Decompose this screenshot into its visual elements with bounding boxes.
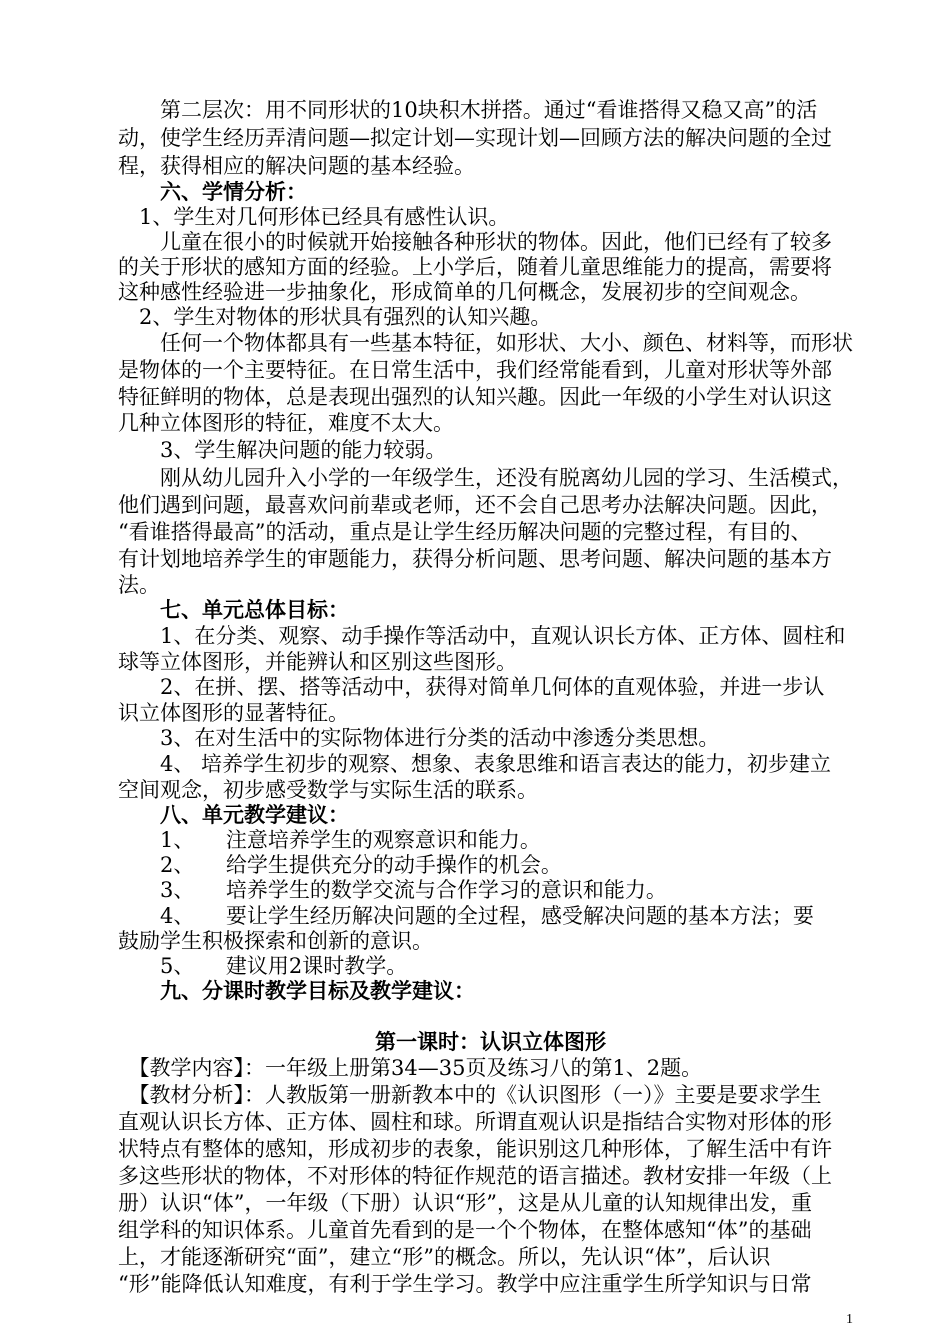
- subheading: 2、学生对物体的形状具有强烈的认知兴趣。: [118, 305, 552, 329]
- text-line: 1、在分类、观察、动手操作等活动中，直观认识长方体、正方体、圆柱和: [118, 624, 846, 648]
- subheading: 3、学生解决问题的能力较弱。: [118, 438, 447, 462]
- text-line: 【教材分析】：人教版第一册新教本中的《认识图形（一）》主要是要求学生: [118, 1083, 822, 1107]
- subheading: 1、学生对几何形体已经具有感性认识。: [118, 205, 510, 229]
- section-heading: 八、单元教学建议：: [118, 802, 349, 827]
- text-line: 册）认识“体”，一年级（下册）认识“形”，这是从儿童的认知规律出发，重: [118, 1191, 812, 1215]
- text-line: 有计划地培养学生的审题能力，获得分析问题、思考问题、解决问题的基本方: [118, 547, 832, 571]
- text-line: 特征鲜明的物体，总是表现出强烈的认知兴趣。因此一年级的小学生对认识这: [118, 385, 832, 409]
- text-line: 第二层次：用不同形状的10块积木拼搭。通过“看谁搭得又稳又高”的活: [118, 98, 818, 122]
- section-heading: 九、分课时教学目标及教学建议：: [118, 978, 475, 1003]
- list-item: 4、 要让学生经历解决问题的全过程，感受解决问题的基本方法；要: [118, 904, 814, 928]
- text-line: 他们遇到问题，最喜欢问前辈或老师，还不会自己思考办法解决问题。因此，: [118, 493, 832, 517]
- text-line: 组学科的知识体系。儿童首先看到的是一个个物体，在整体感知“体”的基础: [118, 1218, 812, 1242]
- text-line: “形”能降低认知难度，有利于学生学习。教学中应注重学生所学知识与日常: [118, 1272, 812, 1296]
- text-line: 空间观念，初步感受数学与实际生活的联系。: [118, 778, 538, 802]
- text-line: 球等立体图形，并能辨认和区别这些图形。: [118, 650, 517, 674]
- text-line: 4、 培养学生初步的观察、想象、表象思维和语言表达的能力，初步建立: [118, 752, 832, 776]
- text-line: 【教学内容】：一年级上册第34—35页及练习八的第1、2题。: [118, 1056, 703, 1080]
- list-item: 2、 给学生提供充分的动手操作的机会。: [118, 853, 562, 877]
- text-line: 动，使学生经历弄清问题—拟定计划—实现计划—回顾方法的解决问题的全过: [118, 126, 832, 150]
- list-item: 3、 培养学生的数学交流与合作学习的意识和能力。: [118, 878, 667, 902]
- page-number: 1: [846, 1312, 853, 1327]
- text-line: 直观认识长方体、正方体、圆柱和球。所谓直观认识是指结合实物对形体的形: [118, 1110, 832, 1134]
- text-line: 儿童在很小的时候就开始接触各种形状的物体。因此，他们已经有了较多: [118, 230, 832, 254]
- text-line: 2、在拼、摆、搭等活动中，获得对简单几何体的直观体验，并进一步认: [118, 675, 825, 699]
- text-line: “看谁搭得最高”的活动，重点是让学生经历解决问题的完整过程，有目的、: [118, 520, 812, 544]
- text-line: 上，才能逐渐研究“面”，建立“形”的概念。所以，先认识“体”，后认识: [118, 1245, 771, 1269]
- text-line: 多这些形状的物体，不对形体的特征作规范的语言描述。教材安排一年级（上: [118, 1164, 832, 1188]
- section-heading: 七、单元总体目标：: [118, 597, 349, 622]
- text-line: 的关于形状的感知方面的经验。上小学后，随着儿童思维能力的提高，需要将: [118, 255, 832, 279]
- text-line: 这种感性经验进一步抽象化，形成简单的几何概念，发展初步的空间观念。: [118, 280, 811, 304]
- section-heading: 六、学情分析：: [118, 179, 307, 204]
- lesson-title: 第一课时：认识立体图形: [375, 1029, 606, 1054]
- text-line: 识立体图形的显著特征。: [118, 701, 349, 725]
- text-line: 刚从幼儿园升入小学的一年级学生，还没有脱离幼儿园的学习、生活模式，: [118, 466, 853, 490]
- text-line: 3、在对生活中的实际物体进行分类的活动中渗透分类思想。: [118, 726, 720, 750]
- list-item: 5、 建议用2课时教学。: [118, 954, 408, 978]
- text-line: 鼓励学生积极探索和创新的意识。: [118, 929, 433, 953]
- text-line: 法。: [118, 573, 160, 597]
- text-line: 程，获得相应的解决问题的基本经验。: [118, 154, 475, 178]
- text-line: 状特点有整体的感知，形成初步的表象，能识别这几种形体，了解生活中有许: [118, 1137, 832, 1161]
- text-line: 几种立体图形的特征，难度不太大。: [118, 411, 454, 435]
- text-line: 是物体的一个主要特征。在日常生活中，我们经常能看到，儿童对形状等外部: [118, 358, 832, 382]
- list-item: 1、 注意培养学生的观察意识和能力。: [118, 828, 541, 852]
- text-line: 任何一个物体都具有一些基本特征，如形状、大小、颜色、材料等，而形状: [118, 331, 853, 355]
